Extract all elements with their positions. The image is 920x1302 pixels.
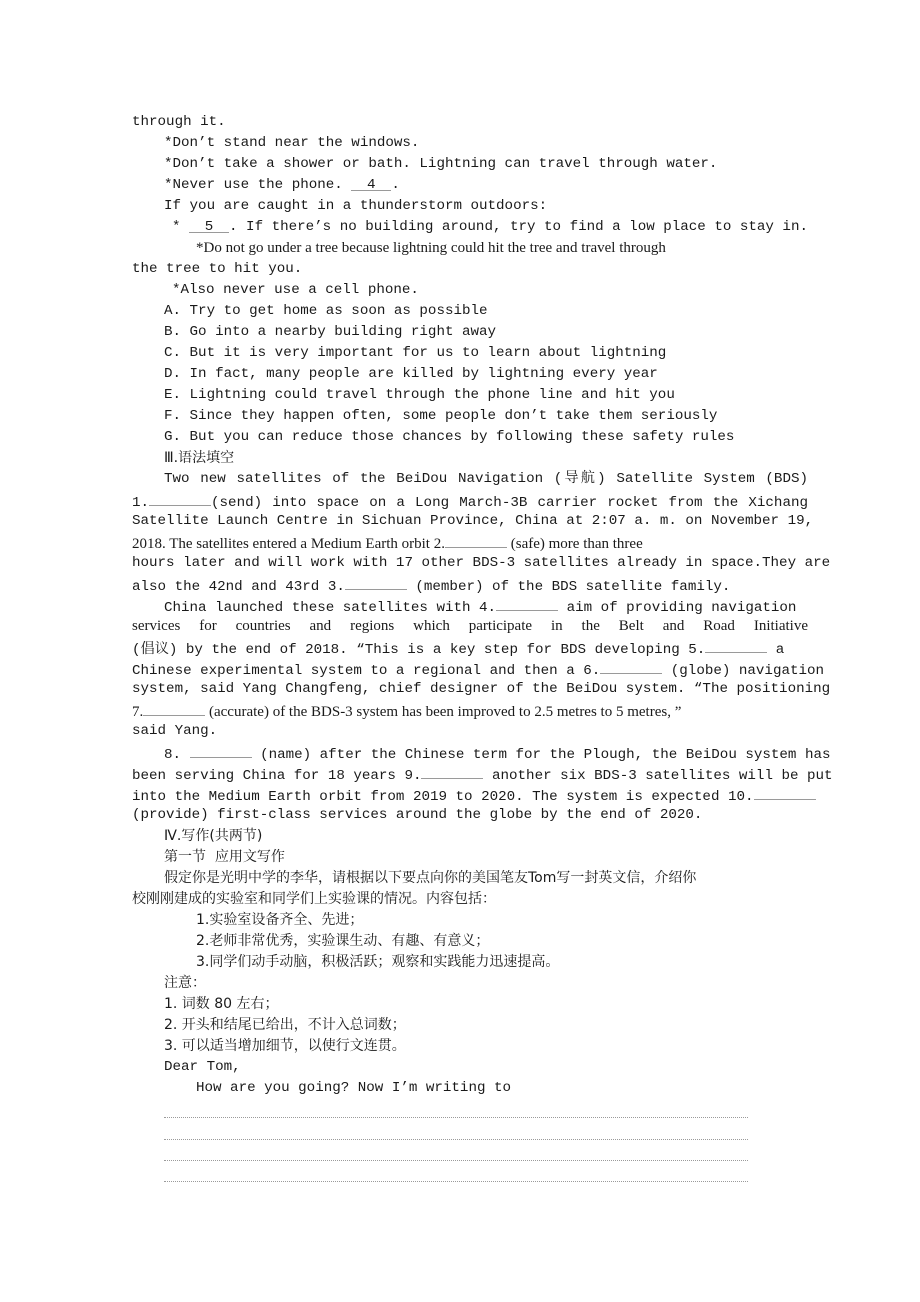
content-point: 3.同学们动手动脑，积极活跃；观察和实践能力迅速提高。: [196, 954, 560, 970]
outdoors-heading: If you are caught in a thunderstorm outdoors:: [164, 198, 548, 214]
grammar-text: aim of providing navigation: [566, 600, 797, 616]
content-point: 2.老师非常优秀，实验课生动、有趣、有意义；: [196, 933, 490, 949]
answer-blank-4[interactable]: 4: [351, 175, 391, 191]
notes-heading: 注意：: [164, 975, 206, 991]
document-page: [132, 112, 833, 1099]
answer-blank-2[interactable]: [445, 532, 507, 548]
grammar-line: hours later and will work with 17 other BDS-3 satellites already in space.They are: [132, 555, 831, 571]
period: .: [391, 177, 400, 193]
rule-text: . If there’s no building around, try to find a low place to stay in.: [229, 219, 808, 235]
note-item: 2. 开头和结尾已给出，不计入总词数；: [164, 1017, 406, 1033]
safety-rule-with-blank: [132, 175, 808, 196]
answer-line-3[interactable]: [164, 1160, 748, 1161]
blank-number: 1.: [132, 495, 150, 511]
writing-prompt: 假定你是光明中学的李华，请根据以下要点向你的美国笔友Tom写一封英文信，介绍你: [164, 870, 697, 886]
grammar-line: said Yang.: [132, 723, 218, 739]
grammar-text: into the Medium Earth orbit from 2019 to 2020. The system is expected 10.: [132, 789, 754, 805]
safety-rule-cont: the tree to hit you.: [132, 261, 303, 277]
note-item: 1. 词数 80 左右；: [164, 996, 279, 1012]
grammar-line: [132, 490, 808, 511]
grammar-text: a: [775, 642, 785, 658]
answer-blank-5[interactable]: [705, 637, 767, 653]
grammar-text: (倡议) by the end of 2018. “This is a key step for BDS developing 5.: [132, 642, 706, 658]
answer-blank-5[interactable]: 5: [189, 217, 229, 233]
content-point: 1.实验室设备齐全、先进；: [196, 912, 364, 928]
bullet: *: [172, 219, 190, 235]
safety-rule: *Don’t stand near the windows.: [164, 135, 420, 151]
grammar-text: (safe) more than three: [510, 536, 643, 552]
grammar-line: [132, 700, 808, 721]
grammar-line: Two new satellites of the BeiDou Navigation (导航) Satellite System (BDS): [164, 471, 808, 487]
answer-line-2[interactable]: [164, 1139, 748, 1140]
answer-blank-6[interactable]: [600, 658, 662, 674]
grammar-text: (name) after the Chinese term for the Plough, the BeiDou system has: [260, 747, 831, 763]
grammar-text: (globe) navigation: [670, 663, 825, 679]
grammar-text: (member) of the BDS satellite family.: [415, 579, 731, 595]
grammar-text: (send) into space on a Long March-3B carrier rocket from the Xichang: [211, 495, 808, 511]
grammar-text: China launched these satellites with 4.: [164, 600, 497, 616]
answer-line-4[interactable]: [164, 1181, 748, 1182]
sub-heading: 第一节 应用文写作: [164, 849, 285, 865]
note-item: 3. 可以适当增加细节，以使行文连贯。: [164, 1038, 406, 1054]
option-f: F. Since they happen often, some people don’t take them seriously: [164, 408, 718, 424]
grammar-text: Chinese experimental system to a regional and then a 6.: [132, 663, 601, 679]
grammar-line: [132, 763, 833, 784]
option-d: D. In fact, many people are killed by lightning every year: [164, 366, 658, 382]
grammar-line: [132, 637, 808, 658]
salutation: Dear Tom,: [164, 1059, 241, 1075]
answer-blank-8[interactable]: [190, 742, 252, 758]
grammar-line: services for countries and regions which participate in the Belt and Road Initiative: [132, 618, 808, 634]
safety-rule: *Don’t take a shower or bath. Lightning can travel through water.: [164, 156, 718, 172]
option-a: A. Try to get home as soon as possible: [164, 303, 488, 319]
safety-rule: *Also never use a cell phone.: [172, 282, 419, 298]
option-b: B. Go into a nearby building right away: [164, 324, 497, 340]
answer-blank-10[interactable]: [754, 784, 816, 800]
writing-prompt: 校刚刚建成的实验室和同学们上实验课的情况。内容包括：: [132, 891, 496, 907]
text-line: through it.: [132, 114, 226, 130]
option-c: C. But it is very important for us to learn about lightning: [164, 345, 667, 361]
grammar-line: system, said Yang Changfeng, chief designer of the BeiDou system. “The positioning: [132, 681, 831, 697]
safety-rule-with-blank: [132, 217, 808, 238]
grammar-text: 2018. The satellites entered a Medium Earth orbit 2.: [132, 536, 445, 552]
grammar-line: Satellite Launch Centre in Sichuan Province, China at 2:07 a. m. on November 19,: [132, 513, 814, 529]
rule-text: *Never use the phone.: [164, 177, 352, 193]
answer-line-1[interactable]: [164, 1117, 748, 1118]
grammar-line: [132, 742, 831, 763]
answer-blank-3[interactable]: [345, 574, 407, 590]
grammar-line: (provide) first-class services around the globe by the end of 2020.: [132, 807, 703, 823]
section-heading-writing: Ⅳ.写作(共两节): [164, 828, 263, 844]
safety-rule: *Do not go under a tree because lightning could hit the tree and travel through: [196, 240, 666, 256]
grammar-text: (accurate) of the BDS-3 system has been improved to 2.5 metres to 5 metres, ”: [209, 704, 682, 720]
option-g: G. But you can reduce those chances by following these safety rules: [164, 429, 735, 445]
blank-number: 8.: [164, 747, 182, 763]
letter-opening: How are you going? Now I’m writing to: [196, 1080, 512, 1096]
grammar-line: [132, 532, 808, 553]
answer-blank-1[interactable]: [149, 490, 211, 506]
answer-blank-4[interactable]: [496, 595, 558, 611]
grammar-line: [132, 574, 808, 595]
grammar-text: another six BDS-3 satellites will be put: [492, 768, 833, 784]
blank-number: 7.: [132, 704, 144, 720]
grammar-line: [132, 784, 808, 805]
option-e: E. Lightning could travel through the phone line and hit you: [164, 387, 675, 403]
answer-blank-9[interactable]: [421, 763, 483, 779]
grammar-text: been serving China for 18 years 9.: [132, 768, 422, 784]
answer-blank-7[interactable]: [143, 700, 205, 716]
grammar-line: [132, 595, 808, 616]
grammar-line: [132, 658, 825, 679]
grammar-text: also the 42nd and 43rd 3.: [132, 579, 345, 595]
section-heading-grammar: Ⅲ.语法填空: [164, 450, 235, 466]
